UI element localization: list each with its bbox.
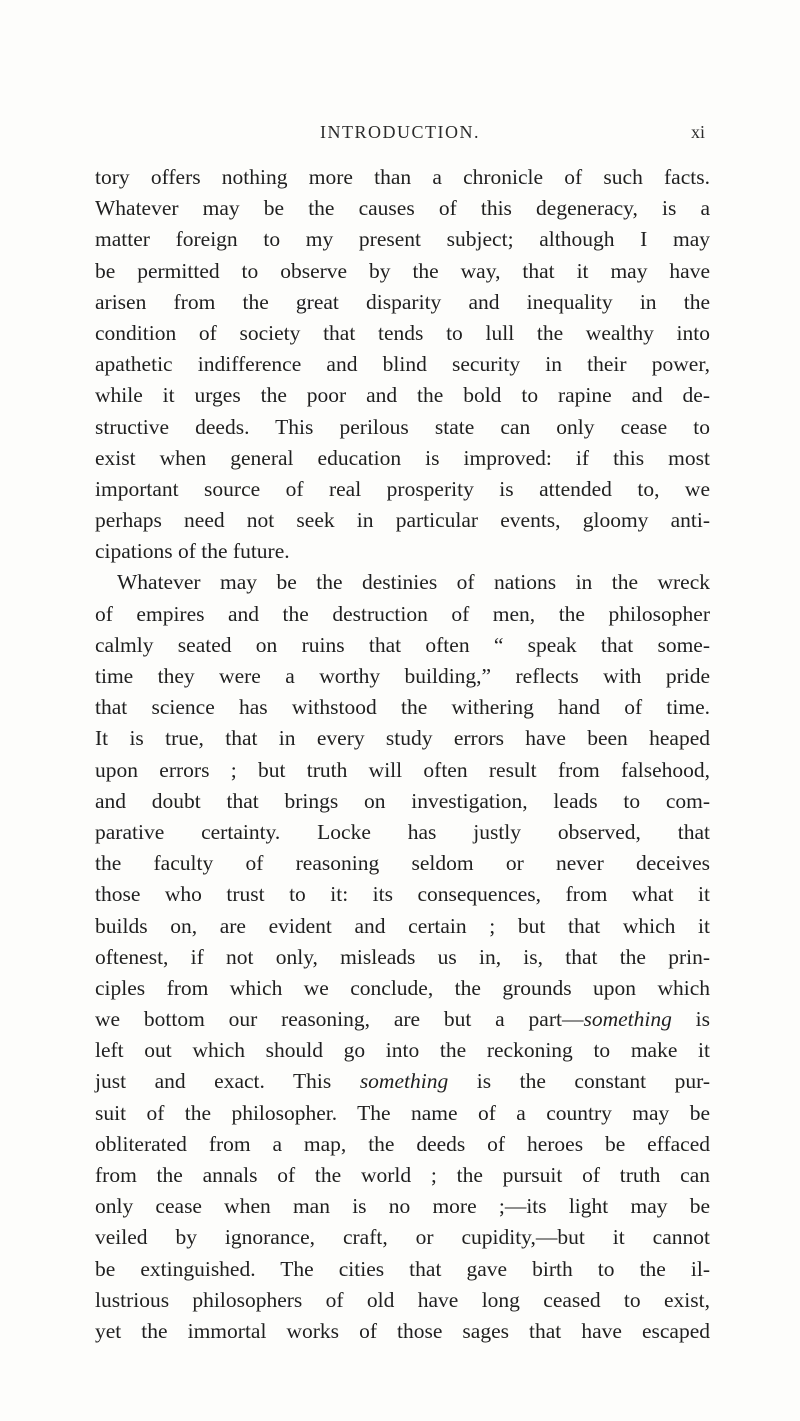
emphasized-word: something	[583, 1007, 672, 1032]
text-line: calmly seated on ruins that often “ speak that some-	[95, 632, 710, 657]
text-line: be permitted to observe by the way, that it may have	[95, 258, 710, 283]
body-text	[95, 162, 710, 1347]
text-segment: we bottom our reasoning, are but a part—	[95, 1007, 584, 1032]
text-line: time they were a worthy building,” reflects with pride	[95, 664, 710, 688]
text-line: the faculty of reasoning seldom or never deceives	[95, 851, 710, 876]
text-line: from the annals of the world ; the pursuit of truth can	[95, 1163, 710, 1187]
running-title: INTRODUCTION.	[320, 122, 480, 142]
text-line: structive deeds. This perilous state can only cease to	[95, 414, 710, 439]
text-line: exist when general education is improved: if this most	[95, 445, 710, 470]
text-line: Whatever may be the destinies of nations in the wreck	[117, 570, 710, 595]
text-line-with-emphasis	[95, 1066, 710, 1097]
text-line: upon errors ; but truth will often result from falsehood,	[95, 757, 710, 782]
text-line: yet the immortal works of those sages that have escaped	[95, 1318, 710, 1343]
text-line: and doubt that brings on investigation, leads to com-	[95, 788, 710, 813]
text-line: obliterated from a map, the deeds of heroes be effaced	[95, 1131, 710, 1156]
running-head	[95, 118, 705, 146]
text-line: It is true, that in every study errors have been heaped	[95, 726, 710, 751]
text-line: only cease when man is no more ;—its light may be	[95, 1194, 710, 1219]
page-number: xi	[690, 122, 705, 142]
text-line: matter foreign to my present subject; although I may	[95, 227, 710, 252]
text-line: be extinguished. The cities that gave birth to the il-	[95, 1256, 710, 1281]
text-line: tory offers nothing more than a chronicle of such facts.	[95, 165, 710, 189]
text-line: of empires and the destruction of men, the philosopher	[95, 601, 710, 626]
text-line: while it urges the poor and the bold to rapine and de-	[95, 383, 710, 408]
text-line: left out which should go into the reckoning to make it	[95, 1038, 710, 1063]
text-line: perhaps need not seek in particular events, gloomy anti-	[95, 508, 710, 533]
emphasized-word: something	[359, 1069, 449, 1094]
text-line: cipations of the future.	[95, 539, 290, 564]
text-line: those who trust to it: its consequences, from what it	[95, 882, 710, 907]
text-line: Whatever may be the causes of this degeneracy, is a	[95, 196, 710, 221]
text-line: apathetic indifference and blind security in their power,	[95, 352, 710, 377]
text-line: ciples from which we conclude, the grounds upon which	[95, 975, 710, 1000]
text-line: veiled by ignorance, craft, or cupidity,—but it cannot	[95, 1225, 710, 1250]
text-line: parative certainty. Locke has justly observed, that	[95, 819, 710, 844]
text-line: arisen from the great disparity and inequality in the	[95, 289, 710, 314]
text-segment: is	[695, 1007, 711, 1032]
text-segment: is the constant pur-	[448, 1069, 710, 1094]
text-line: that science has withstood the withering hand of time.	[95, 695, 710, 720]
text-line: important source of real prosperity is attended to, we	[95, 476, 710, 501]
text-line: suit of the philosopher. The name of a country may be	[95, 1100, 710, 1125]
text-line-with-emphasis	[95, 1004, 710, 1035]
text-line: builds on, are evident and certain ; but that which it	[95, 913, 710, 938]
text-line: lustrious philosophers of old have long ceased to exist,	[95, 1287, 710, 1312]
text-line: oftenest, if not only, misleads us in, is, that the prin-	[95, 944, 710, 969]
text-segment: just and exact. This	[95, 1069, 360, 1094]
text-line: condition of society that tends to lull the wealthy into	[95, 320, 710, 345]
